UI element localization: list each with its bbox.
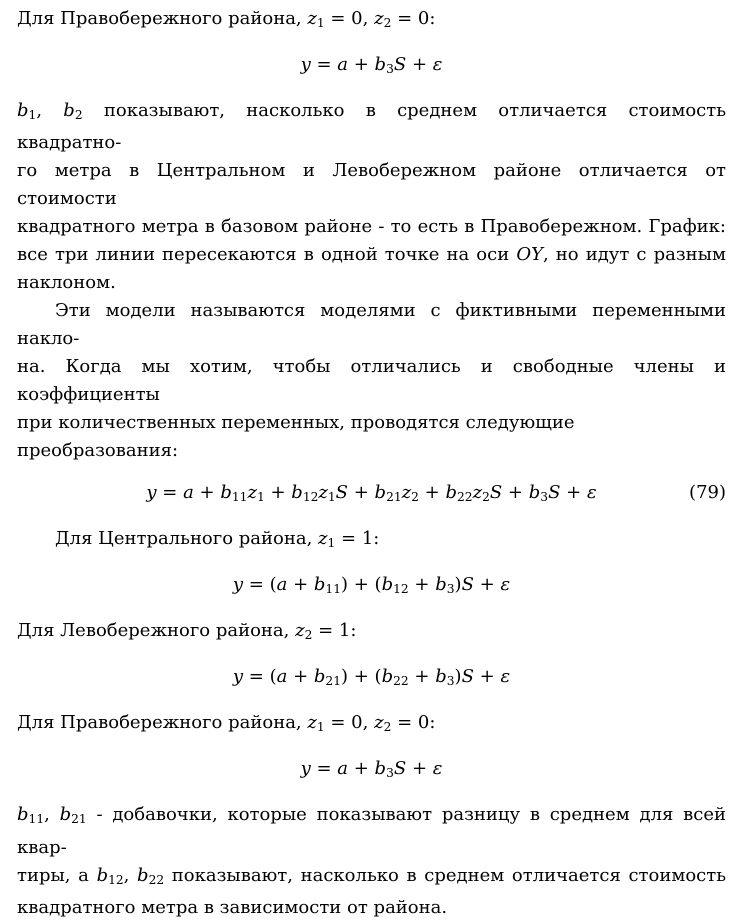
text-run: b [381, 574, 394, 596]
text-run: b [445, 482, 457, 504]
text-run: 3 [540, 490, 549, 505]
text-run: при количественных переменных, проводятся следующие преобразования: [17, 412, 575, 462]
text-run: + [348, 758, 375, 780]
text-run: + [473, 666, 501, 688]
text-run: OY [516, 244, 543, 266]
text-run: наклоном. [17, 272, 116, 294]
text-run: = ( [243, 666, 277, 688]
text-run: b [59, 804, 72, 826]
text-run: + [473, 574, 501, 596]
text-run: z [374, 8, 384, 29]
text-run: 3 [446, 674, 455, 689]
text-run: 3 [386, 62, 394, 77]
text-run: + [264, 482, 292, 504]
text-run: ε [586, 482, 597, 504]
text-run: 22 [393, 674, 409, 689]
text-run: b [17, 100, 29, 122]
equation-number: (79) [689, 482, 726, 504]
text-run: 2 [383, 720, 392, 735]
text-run: = [310, 758, 338, 780]
text-run: ε [500, 666, 511, 688]
text-line [17, 5, 726, 37]
text-run: z [307, 8, 317, 29]
text-line [17, 353, 726, 409]
text-run: ε [432, 758, 443, 780]
text-line [17, 894, 726, 922]
text-run: z [307, 712, 317, 734]
text-run: - добавочки, которые показывают разницу в среднем для всей квар- [17, 804, 726, 858]
text-run: y [232, 666, 244, 688]
text-line [17, 213, 726, 241]
text-run: ) [454, 574, 462, 596]
text-run: 1 [316, 16, 325, 31]
text-run: квадратного метра в базовом районе - то есть в Правобережном. График: [17, 216, 726, 238]
display-equation [17, 663, 726, 695]
paragraph [17, 801, 726, 921]
text-run: все три линии пересекаются в одной точке на оси [17, 244, 517, 266]
text-run: + [418, 482, 446, 504]
text-run: 1 [256, 490, 265, 505]
text-run: тиры, а [17, 864, 97, 886]
text-run: S [489, 482, 503, 504]
paragraph [17, 97, 726, 297]
text-run: b [435, 574, 447, 596]
text-run: 11 [231, 490, 248, 505]
text-run: 3 [386, 766, 394, 781]
text-run: = 0, [324, 8, 375, 29]
text-run: b [374, 758, 387, 780]
text-run: 2 [74, 108, 83, 123]
text-run: b [313, 574, 326, 596]
text-run: Для Правобережного района, [17, 8, 308, 29]
text-run: S [335, 482, 349, 504]
text-run: + [406, 54, 433, 76]
text-run: 1 [327, 490, 336, 505]
text-run: b [313, 666, 326, 688]
text-run: a [337, 758, 349, 780]
display-equation [17, 479, 726, 511]
text-line [17, 409, 726, 465]
text-run: b [381, 666, 394, 688]
paragraph [17, 525, 726, 557]
paragraph [17, 709, 726, 741]
text-run: b [63, 100, 75, 122]
text-run: + [406, 758, 433, 780]
equation-body [233, 666, 510, 687]
text-run: + [408, 666, 436, 688]
text-run: = 0: [391, 712, 436, 734]
text-run: z [318, 528, 328, 550]
text-run: b [291, 482, 303, 504]
text-line [17, 801, 726, 861]
text-run: , [36, 100, 64, 122]
text-run: + [408, 574, 436, 596]
text-run: b [374, 54, 387, 76]
text-run: 12 [108, 872, 124, 887]
text-run: квадратного метра в зависимости от района. [17, 896, 448, 918]
text-run: = 1: [312, 620, 357, 642]
text-run: 21 [71, 812, 87, 827]
text-run: = ( [243, 574, 277, 596]
text-run: 21 [386, 490, 402, 505]
text-run: показывают, насколько в среднем отличается стоимость квадратно- [17, 100, 726, 154]
text-run: 21 [325, 674, 341, 689]
equation-body [301, 758, 443, 779]
text-run: 12 [302, 490, 319, 505]
text-run: = 0: [391, 8, 436, 29]
text-run: y [232, 574, 244, 596]
text-run: + [287, 574, 314, 596]
text-run: + [287, 666, 314, 688]
text-run: + [560, 482, 587, 504]
text-run: 11 [28, 812, 45, 827]
text-run: 1 [316, 720, 325, 735]
text-line [17, 269, 726, 297]
text-run: b [220, 482, 232, 504]
paragraph [17, 5, 726, 37]
text-run: a [276, 666, 288, 688]
display-equation [17, 51, 726, 83]
text-run: 22 [457, 490, 473, 505]
text-run: = [310, 54, 338, 76]
text-line [17, 97, 726, 157]
text-run: 2 [304, 628, 313, 643]
text-line [17, 525, 726, 557]
text-run: 2 [482, 490, 490, 505]
text-run: 1 [327, 536, 336, 551]
text-run: ε [500, 574, 511, 596]
text-run: = 1: [335, 528, 380, 550]
text-run: , [44, 804, 60, 826]
text-run: Для Центрального района, [55, 528, 319, 550]
text-run: b [137, 864, 149, 886]
text-run: + [348, 482, 375, 504]
text-run: a [337, 54, 349, 76]
text-run: z [295, 620, 305, 642]
text-run: го метра в Центральном и Левобережном районе отличается от стоимости [17, 160, 726, 210]
text-run: S [461, 574, 474, 596]
text-run: , но идут с разным [542, 244, 726, 266]
text-run: + [502, 482, 529, 504]
text-run: + [193, 482, 221, 504]
text-run: z [401, 482, 412, 504]
text-run: b [96, 864, 109, 886]
text-line [17, 862, 726, 894]
text-run: S [393, 54, 407, 76]
text-run: z [318, 482, 328, 504]
text-run: 12 [393, 582, 409, 597]
display-equation [17, 571, 726, 603]
text-run: ε [432, 54, 443, 76]
text-run: z [472, 482, 483, 504]
paragraph [17, 297, 726, 465]
text-run: ) [454, 666, 462, 688]
text-run: ) + ( [340, 574, 382, 596]
text-run: 2 [383, 16, 392, 31]
text-run: показывают, насколько в среднем отличается стоимость [164, 864, 726, 886]
paragraph [17, 617, 726, 649]
equation-body [301, 54, 443, 75]
text-run: a [276, 574, 288, 596]
text-run: 11 [325, 582, 341, 597]
text-run: S [461, 666, 474, 688]
text-run: ) + ( [340, 666, 382, 688]
text-run: 22 [148, 872, 165, 887]
text-run: 2 [411, 490, 419, 505]
text-line [17, 157, 726, 213]
text-run: 3 [446, 582, 455, 597]
text-run: Эти модели называются моделями с фиктивными переменными накло- [17, 300, 726, 350]
equation-body [233, 574, 510, 595]
text-line [17, 241, 726, 269]
text-run: Для Правобережного района, [17, 712, 308, 734]
text-run: y [300, 54, 311, 76]
text-run: a [183, 482, 194, 504]
display-equation [17, 755, 726, 787]
text-run: y [146, 482, 157, 504]
text-run: z [247, 482, 257, 504]
text-line [17, 709, 726, 741]
text-run: = [156, 482, 184, 504]
text-run: + [348, 54, 375, 76]
text-run: S [548, 482, 561, 504]
text-run: Для Левобережного района, [17, 620, 296, 642]
text-run: на. Когда мы хотим, чтобы отличались и свободные члены и коэффициенты [17, 356, 726, 406]
text-run: y [300, 758, 311, 780]
text-run: , [123, 864, 138, 886]
text-run: 1 [28, 108, 37, 123]
text-line [17, 617, 726, 649]
equation-body [146, 482, 596, 503]
text-run: b [435, 666, 447, 688]
text-run: b [374, 482, 387, 504]
text-run: S [393, 758, 407, 780]
text-run: = 0, [324, 712, 375, 734]
text-run: z [374, 712, 384, 734]
text-run: b [528, 482, 541, 504]
text-line [17, 297, 726, 353]
text-run: b [17, 804, 29, 826]
